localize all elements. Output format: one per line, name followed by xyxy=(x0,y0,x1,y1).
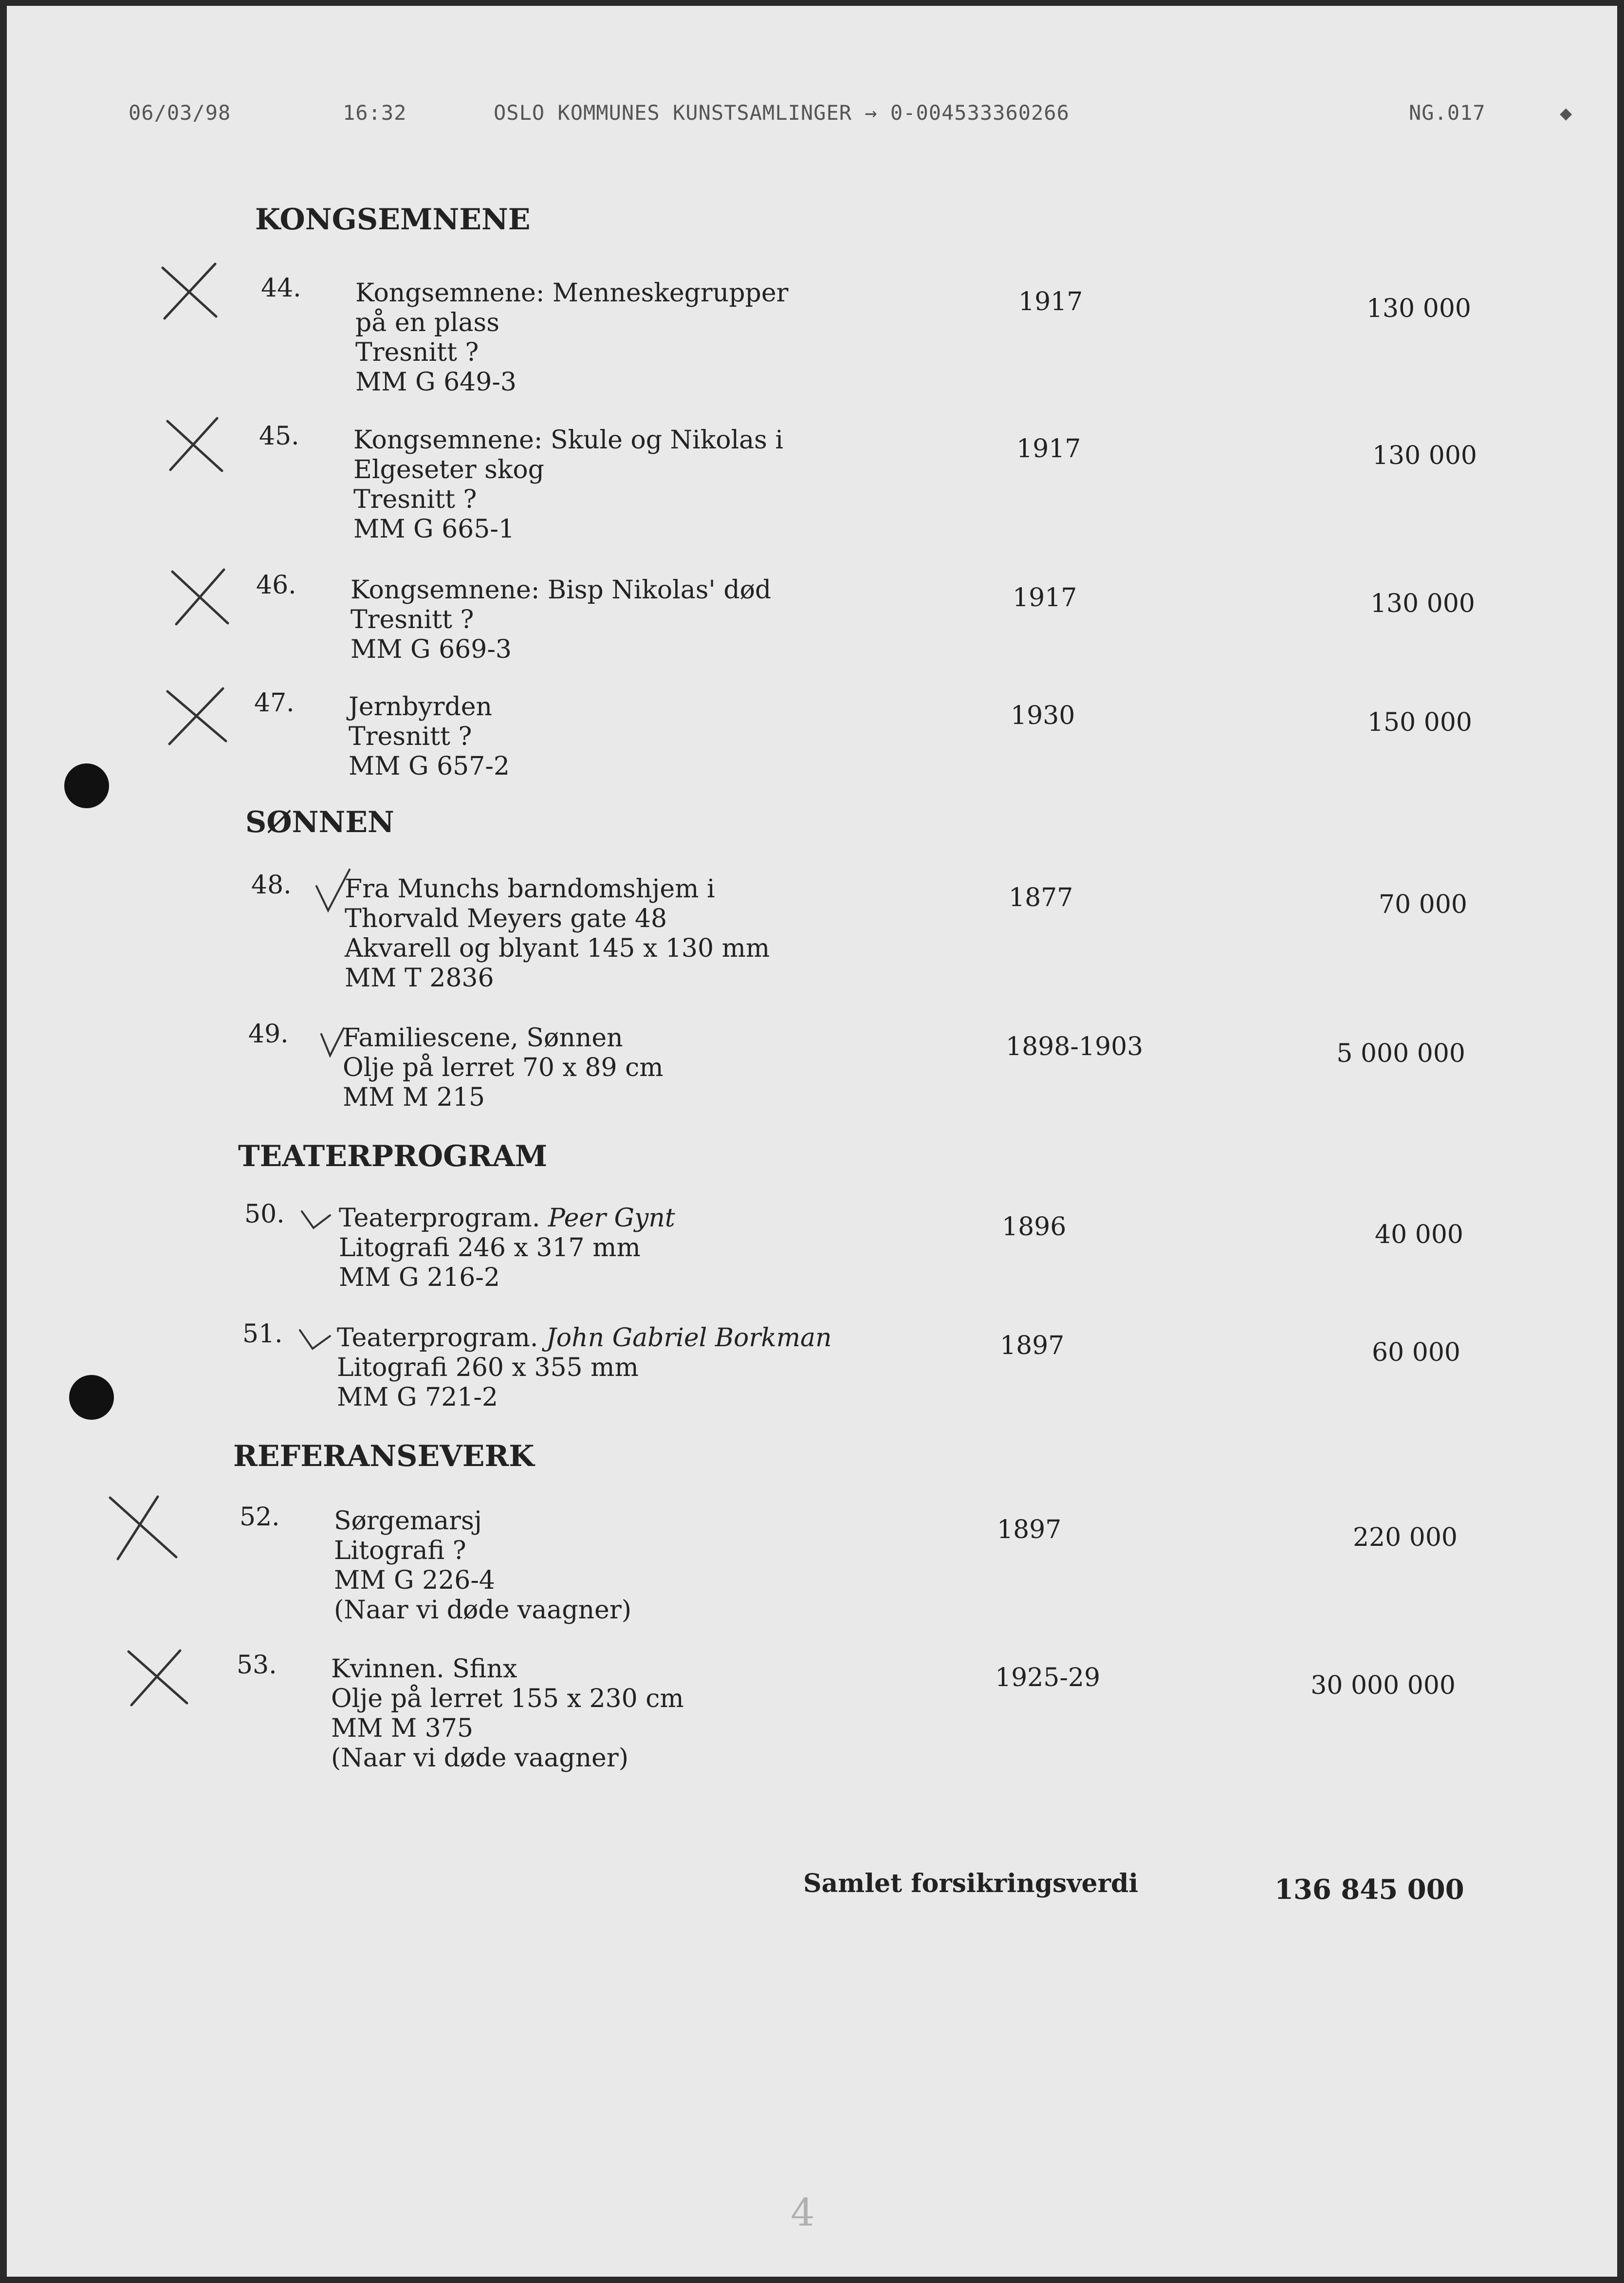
fax-mark: ◆ xyxy=(1560,101,1573,125)
item-description xyxy=(353,426,783,544)
item-description xyxy=(355,278,788,397)
section-heading-teaterprogram: TEATERPROGRAM xyxy=(238,1139,548,1173)
item-title xyxy=(339,1204,675,1233)
item-description xyxy=(334,1506,631,1625)
item-insurance-value: 5 000 000 xyxy=(1336,1039,1465,1068)
item-title: Familiescene, Sønnen xyxy=(343,1023,623,1053)
item-title: Kongsemnene: Bisp Nikolas' død xyxy=(351,575,772,605)
item-number: 45. xyxy=(259,422,299,451)
section-heading-referanseverk: REFERANSEVERK xyxy=(233,1439,535,1473)
item-year: 1897 xyxy=(997,1515,1062,1544)
item-catalog-id: MM G 657-2 xyxy=(349,752,510,781)
item-insurance-value: 130 000 xyxy=(1366,294,1471,323)
total-label: Samlet forsikringsverdi xyxy=(803,1869,1139,1898)
item-description xyxy=(343,1023,664,1113)
item-title-prefix: Teaterprogram. xyxy=(339,1204,548,1233)
item-title xyxy=(337,1323,832,1353)
item-insurance-value: 70 000 xyxy=(1379,890,1467,919)
punch-hole xyxy=(69,1375,114,1420)
item-title: Kongsemnene: Skule og Nikolas i xyxy=(353,426,783,455)
item-title-italic: John Gabriel Borkman xyxy=(546,1323,832,1353)
item-title-italic: Peer Gynt xyxy=(548,1204,675,1233)
item-note: (Naar vi døde vaagner) xyxy=(334,1596,631,1625)
item-catalog-id: MM G 669-3 xyxy=(351,635,512,664)
item-catalog-id: MM G 649-3 xyxy=(355,368,517,397)
item-description xyxy=(349,692,510,781)
fax-time: 16:32 xyxy=(343,101,407,125)
item-catalog-id: MM G 665-1 xyxy=(353,515,515,544)
item-year: 1917 xyxy=(1018,287,1083,316)
punch-hole xyxy=(64,763,109,808)
handwritten-check-mark xyxy=(297,1324,333,1355)
handwritten-x-mark xyxy=(158,259,221,322)
item-number: 44. xyxy=(261,274,301,303)
fax-date: 06/03/98 xyxy=(129,101,231,125)
item-year: 1917 xyxy=(1016,434,1081,464)
section-heading-sonnen: SØNNEN xyxy=(245,805,394,839)
handwritten-check-mark xyxy=(299,1205,333,1234)
document-page xyxy=(7,6,1617,2277)
item-technique: Tresnitt ? xyxy=(351,605,474,634)
item-title-prefix: Teaterprogram. xyxy=(337,1323,546,1353)
handwritten-x-mark xyxy=(104,1491,182,1564)
item-insurance-value: 130 000 xyxy=(1370,589,1475,618)
item-catalog-id: MM T 2836 xyxy=(345,964,494,993)
item-title: Fra Munchs barndomshjem i xyxy=(345,874,715,904)
fax-page-code: NG.017 xyxy=(1409,101,1486,125)
item-technique: Tresnitt ? xyxy=(355,338,479,367)
item-catalog-id: MM G 216-2 xyxy=(339,1263,500,1292)
item-technique-dimensions: Akvarell og blyant 145 x 130 mm xyxy=(345,934,770,963)
item-description xyxy=(345,874,770,993)
item-technique: Tresnitt ? xyxy=(353,485,477,514)
item-description xyxy=(339,1204,675,1293)
handwritten-x-mark xyxy=(124,1646,192,1709)
item-number: 50. xyxy=(244,1200,285,1229)
item-year: 1925-29 xyxy=(995,1663,1101,1692)
item-insurance-value: 150 000 xyxy=(1367,708,1472,737)
item-technique-dimensions: Litografi 246 x 317 mm xyxy=(339,1233,641,1262)
fax-sender: OSLO KOMMUNES KUNSTSAMLINGER → 0-004533360266 xyxy=(494,101,1070,125)
item-year: 1896 xyxy=(1002,1212,1067,1242)
item-number: 48. xyxy=(251,871,292,900)
item-number: 51. xyxy=(242,1319,283,1349)
item-technique: Tresnitt ? xyxy=(349,722,472,751)
item-year: 1930 xyxy=(1011,701,1075,730)
item-technique-dimensions: Olje på lerret 155 x 230 cm xyxy=(331,1684,684,1713)
item-catalog-id: MM M 375 xyxy=(331,1714,474,1743)
item-catalog-id: MM G 721-2 xyxy=(337,1383,498,1412)
item-year: 1917 xyxy=(1013,583,1077,613)
item-insurance-value: 130 000 xyxy=(1372,441,1477,470)
item-technique: Litografi ? xyxy=(334,1536,466,1565)
total-insurance-value: 136 845 000 xyxy=(1274,1874,1464,1906)
item-description xyxy=(331,1654,684,1773)
item-title-cont: på en plass xyxy=(355,308,499,337)
item-number: 53. xyxy=(237,1651,277,1680)
item-insurance-value: 40 000 xyxy=(1375,1220,1463,1249)
item-year: 1877 xyxy=(1009,883,1073,912)
item-title-cont: Thorvald Meyers gate 48 xyxy=(345,904,667,933)
item-year: 1897 xyxy=(1000,1331,1065,1360)
item-title-cont: Elgeseter skog xyxy=(353,455,544,484)
handwritten-x-mark xyxy=(167,565,231,628)
item-description xyxy=(337,1323,832,1412)
item-technique-dimensions: Olje på lerret 70 x 89 cm xyxy=(343,1053,664,1082)
item-insurance-value: 60 000 xyxy=(1372,1338,1460,1367)
item-title: Kongsemnene: Menneskegrupper xyxy=(355,278,789,308)
item-title: Kvinnen. Sfinx xyxy=(331,1654,517,1684)
handwritten-x-mark xyxy=(163,412,226,476)
item-number: 46. xyxy=(256,571,296,600)
page-number: 4 xyxy=(791,2191,815,2235)
item-catalog-id: MM M 215 xyxy=(343,1083,485,1112)
item-catalog-id: MM G 226-4 xyxy=(334,1566,495,1595)
item-insurance-value: 220 000 xyxy=(1352,1523,1458,1552)
item-year: 1898-1903 xyxy=(1006,1032,1144,1061)
item-description xyxy=(351,575,771,665)
item-number: 52. xyxy=(240,1503,280,1532)
item-title: Sørgemarsj xyxy=(334,1506,482,1536)
item-number: 49. xyxy=(248,1020,289,1049)
item-note: (Naar vi døde vaagner) xyxy=(331,1744,628,1773)
item-number: 47. xyxy=(254,688,295,718)
item-title: Jernbyrden xyxy=(349,692,493,722)
item-insurance-value: 30 000 000 xyxy=(1310,1671,1456,1700)
item-technique-dimensions: Litografi 260 x 355 mm xyxy=(337,1353,639,1382)
handwritten-x-mark xyxy=(163,684,231,747)
section-heading-kongsemnene: KONGSEMNENE xyxy=(255,203,531,237)
